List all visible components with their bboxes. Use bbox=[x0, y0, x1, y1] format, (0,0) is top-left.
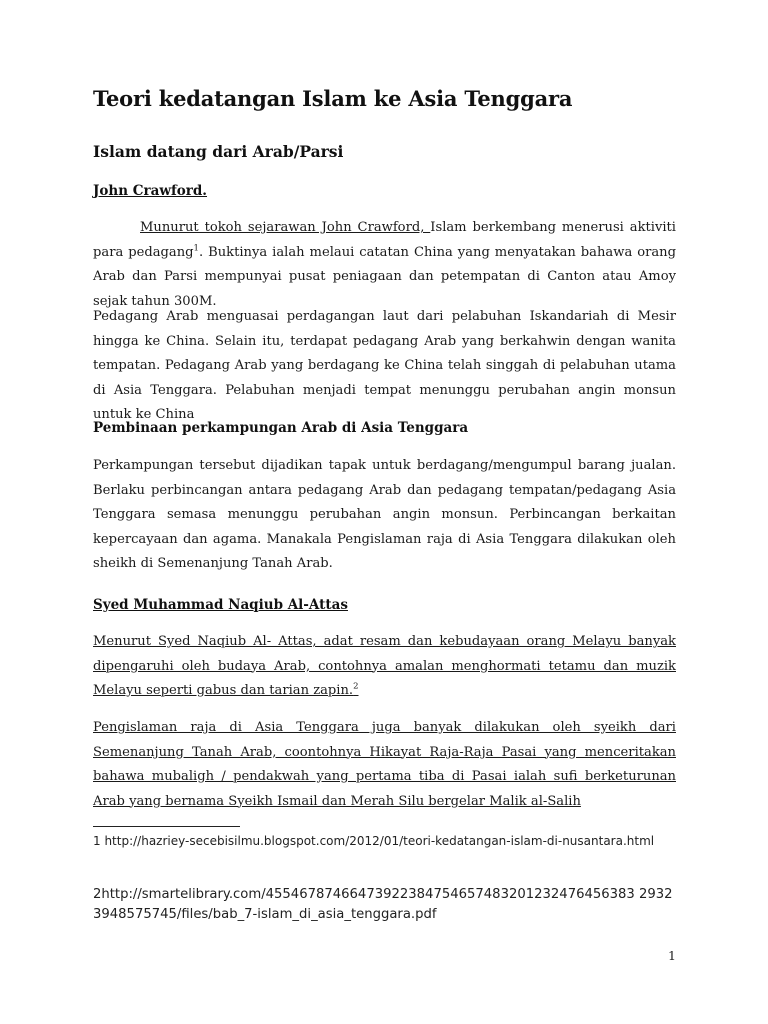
crawford-link-text: Munurut tokoh sejarawan John Crawford, bbox=[140, 220, 431, 235]
footnote-ref-2: 2 bbox=[353, 681, 359, 692]
footnote-separator bbox=[93, 826, 240, 827]
crawford-paragraph-2: Pedagang Arab menguasai perdagangan laut dari pelabuhan Iskandariah di Mesir hingga ke China. Selain itu, terdapat pedagang Arab yang berkahwin dengan wanita tempatan. Pedagang Arab yang berdagang ke China telah singgah di pelabuhan utama di Asia Tenggara. Pelabuhan menjadi tempat menunggu perubahan angin monsun untuk ke China bbox=[93, 309, 676, 422]
page-number: 1 bbox=[668, 948, 676, 963]
pembinaan-paragraph: Perkampungan tersebut dijadikan tapak untuk berdagang/mengumpul barang jualan. Berlaku perbincangan antara pedagang Arab dan pedagang tempatan/pedagang Asia Tenggara semasa menunggu perubahan angin monsun. Perbincangan berkaitan kepercayaan dan agama. Manakala Pengislaman raja di Asia Tenggara dilakukan oleh sheikh di Semenanjung Tanah Arab. bbox=[93, 458, 676, 571]
crawford-heading: John Crawford. bbox=[93, 183, 208, 199]
crawford-paragraph-1 bbox=[93, 216, 676, 314]
naquib-paragraph-2: Pengislaman raja di Asia Tenggara juga banyak dilakukan oleh syeikh dari Semenanjung Tanah Arab, coontohnya Hikayat Raja-Raja Pasai yang menceritakan bahawa mubaligh / pendakwah yang pertama tiba di Pasai ialah sufi berketurunan Arab yang bernama Syeikh Ismail dan Merah Silu bergelar Malik al-Salih bbox=[93, 720, 676, 809]
crawford-text-b: . Buktinya ialah melaui catatan China yang menyatakan bahawa orang Arab dan Parsi mempunyai pusat peniagaan dan petempatan di Canton atau Amoy sejak tahun 300M. bbox=[93, 244, 676, 309]
document-title: Teori kedatangan Islam ke Asia Tenggara bbox=[93, 86, 573, 111]
crawford-text-a: Islam berkembang menerusi aktiviti para pedagang bbox=[93, 220, 676, 260]
section-heading: Islam datang dari Arab/Parsi bbox=[93, 142, 344, 161]
pembinaan-heading: Pembinaan perkampungan Arab di Asia Tenggara bbox=[93, 420, 469, 436]
naquib-text-1: Menurut Syed Naqiub Al- Attas, adat resam dan kebudayaan orang Melayu banyak dipengaruhi oleh budaya Arab, contohnya amalan menghormati tetamu dan muzik Melayu seperti gabus dan tarian zapin. bbox=[93, 634, 676, 698]
footnote-1[interactable]: 1 http://hazriey-secebisilmu.blogspot.com/2012/01/teori-kedatangan-islam-di-nusantara.html bbox=[93, 834, 655, 848]
footnote-2[interactable]: 2http://smartelibrary.com/45546787466473922384754657483201232476456383 29323948575745/files/bab_7-islam_di_asia_tenggara.pdf bbox=[93, 887, 673, 922]
footnote-ref-1: 1 bbox=[193, 243, 199, 254]
naquib-heading: Syed Muhammad Naqiub Al-Attas bbox=[93, 597, 348, 613]
naquib-paragraph-1 bbox=[93, 630, 676, 704]
